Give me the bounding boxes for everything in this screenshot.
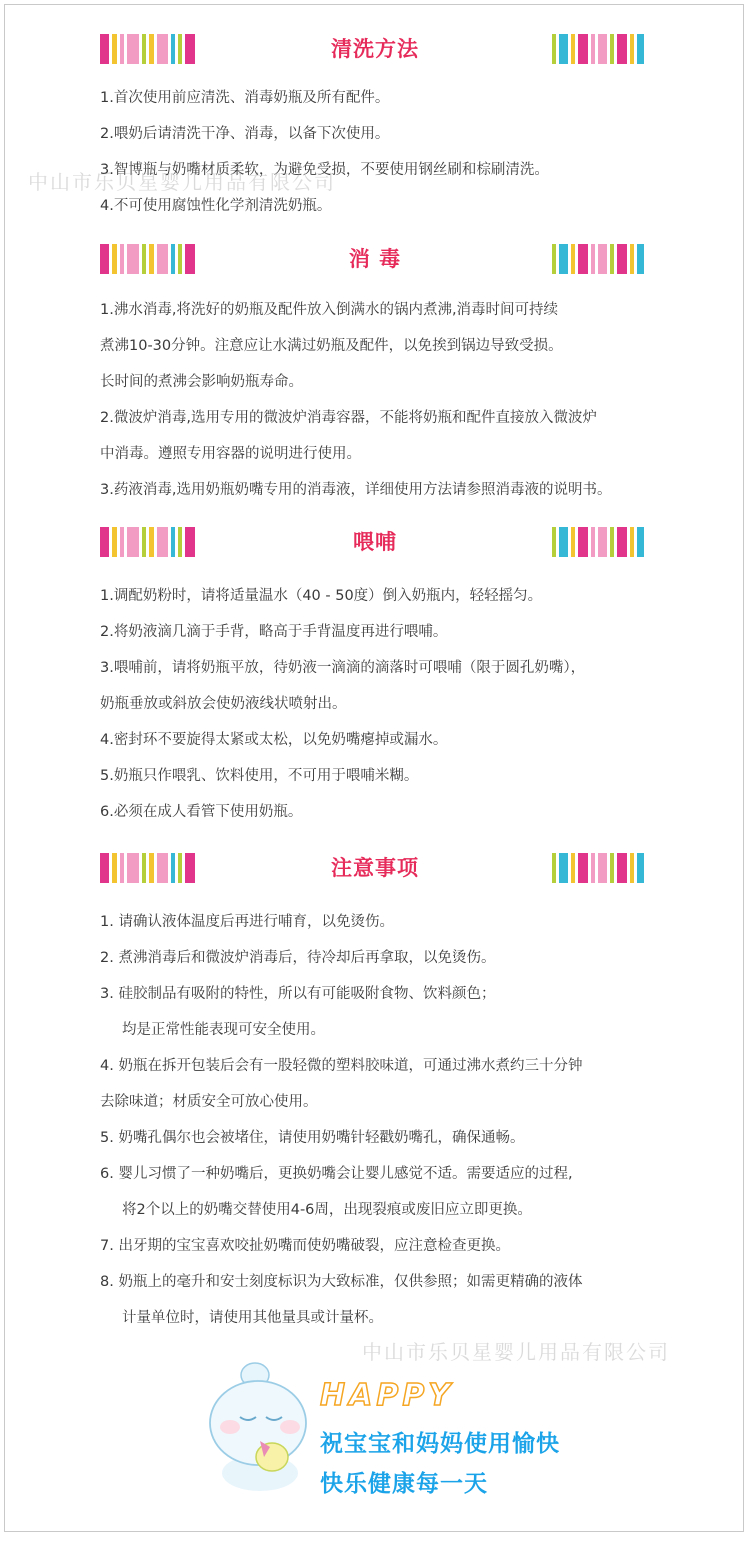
watermark: 中山市乐贝星婴儿用品有限公司 <box>28 170 336 194</box>
text-line: 6.必须在成人看管下使用奶瓶。 <box>100 804 303 820</box>
text-line: 计量单位时，请使用其他量具或计量杯。 <box>122 1310 383 1326</box>
watermark: 中山市乐贝星婴儿用品有限公司 <box>362 1340 670 1364</box>
section-title: 消 毒 <box>348 247 402 271</box>
section-body-cleaning <box>100 80 700 224</box>
text-line: 1.首次使用前应清洗、消毒奶瓶及所有配件。 <box>100 90 390 106</box>
text-line: 2.喂奶后请清洗干净、消毒，以备下次使用。 <box>100 126 390 142</box>
text-line: 4.密封环不要旋得太紧或太松，以免奶嘴瘪掉或漏水。 <box>100 732 448 748</box>
text-line: 7. 出牙期的宝宝喜欢咬扯奶嘴而使奶嘴破裂，应注意检查更换。 <box>100 1238 510 1254</box>
text-line: 均是正常性能表现可安全使用。 <box>122 1022 325 1038</box>
section-header-feeding <box>0 527 750 557</box>
text-line: 2. 煮沸消毒后和微波炉消毒后，待冷却后再拿取，以免烫伤。 <box>100 950 496 966</box>
section-body-notes <box>100 904 700 1336</box>
text-line: 长时间的煮沸会影响奶瓶寿命。 <box>100 374 303 390</box>
text-line: 2.微波炉消毒,选用专用的微波炉消毒容器，不能将奶瓶和配件直接放入微波炉 <box>100 410 597 426</box>
text-line: 4.不可使用腐蚀性化学剂清洗奶瓶。 <box>100 198 332 214</box>
text-line: 8. 奶瓶上的毫升和安士刻度标识为大致标准，仅供参照；如需更精确的液体 <box>100 1274 583 1290</box>
text-line: 3.喂哺前，请将奶瓶平放，待奶液一滴滴的滴落时可喂哺（限于圆孔奶嘴）， <box>100 660 586 676</box>
text-line: 1.调配奶粉时，请将适量温水（40 - 50度）倒入奶瓶内，轻轻摇匀。 <box>100 588 543 604</box>
text-line: 3. 硅胶制品有吸附的特性，所以有可能吸附食物、饮料颜色； <box>100 986 496 1002</box>
text-line: 1.沸水消毒,将洗好的奶瓶及配件放入倒满水的锅内煮沸,消毒时间可持续 <box>100 302 559 318</box>
baby-mascot-icon <box>200 1345 320 1495</box>
text-line: 中消毒。遵照专用容器的说明进行使用。 <box>100 446 361 462</box>
text-line: 2.将奶液滴几滴于手背，略高于手背温度再进行喂哺。 <box>100 624 448 640</box>
text-line: 3.智博瓶与奶嘴材质柔软，为避免受损，不要使用钢丝刷和棕刷清洗。 <box>100 162 549 178</box>
wish-line-1: 祝宝宝和妈妈使用愉快 <box>320 1431 560 1457</box>
section-body-sterilize <box>100 292 700 508</box>
section-header-cleaning <box>0 34 750 64</box>
text-line: 3.药液消毒,选用奶瓶奶嘴专用的消毒液，详细使用方法请参照消毒液的说明书。 <box>100 482 612 498</box>
text-line: 1. 请确认液体温度后再进行哺育，以免烫伤。 <box>100 914 394 930</box>
text-line: 去除味道；材质安全可放心使用。 <box>100 1094 318 1110</box>
wish-line-2: 快乐健康每一天 <box>320 1471 488 1497</box>
text-line: 5.奶瓶只作喂乳、饮料使用，不可用于喂哺米糊。 <box>100 768 419 784</box>
text-line: 4. 奶瓶在拆开包装后会有一股轻微的塑料胶味道，可通过沸水煮约三十分钟 <box>100 1058 583 1074</box>
text-line: 奶瓶垂放或斜放会使奶液线状喷射出。 <box>100 696 347 712</box>
happy-text: HAPPY <box>320 1378 455 1413</box>
stripe-decoration-icon <box>552 527 644 557</box>
text-line: 将2个以上的奶嘴交替使用4-6周，出现裂痕或废旧应立即更换。 <box>122 1202 532 1218</box>
section-title: 喂哺 <box>353 530 397 554</box>
section-body-feeding <box>100 578 700 830</box>
stripe-decoration-icon <box>552 34 644 64</box>
section-header-notes <box>0 853 750 883</box>
section-title: 清洗方法 <box>331 37 419 61</box>
section-title: 注意事项 <box>331 856 419 880</box>
stripe-decoration-icon <box>552 853 644 883</box>
stripe-decoration-icon <box>552 244 644 274</box>
text-line: 煮沸10-30分钟。注意应让水满过奶瓶及配件，以免挨到锅边导致受损。 <box>100 338 563 354</box>
text-line: 6. 婴儿习惯了一种奶嘴后，更换奶嘴会让婴儿感觉不适。需要适应的过程, <box>100 1166 573 1182</box>
section-header-sterilize <box>0 244 750 274</box>
text-line: 5. 奶嘴孔偶尔也会被堵住，请使用奶嘴针轻戳奶嘴孔，确保通畅。 <box>100 1130 525 1146</box>
